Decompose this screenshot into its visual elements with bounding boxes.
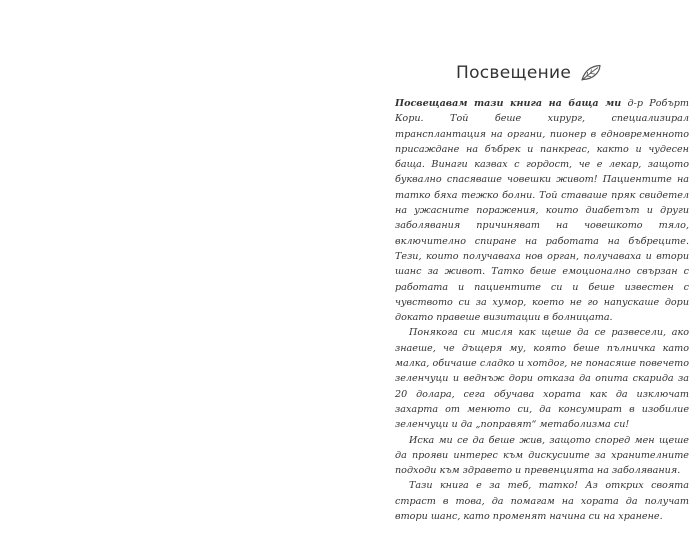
page-heading [456,63,602,83]
dedication-lead: Посвещавам тази книга на баща ми [395,98,622,109]
dedication-text [395,96,689,524]
paragraph-2: Понякога си мисля как щеше да се развесели, ако знаеше, че дъщеря му, която беше пълничка като малка, обичаше сладко и хотдог, не понасяше повечето зеленчуци и веднъж дори отказа да опита скарида за 20 долара, сега обучава хората как да изключат захарта от менюто си, да консумират в изобилие зеленчуци и да „поправят“ метаболизма си! [395,327,689,431]
paragraph-1-text: д-р Робърт Кори. Той беше хирург, специализирал трансплантация на органи, пионер в едновременното присаждане на бъбрек и панкреас, както и чудесен баща. Винаги казвах с гордост, че е лекар, защото буквално спасяваше човешки живот! Пациентите на татко бяха тежко болни. Той ставаше пряк свидетел на ужасните поражения, които диабетът и други заболявания причиняват на човешкото тяло, включително спиране на работата на бъбреците. Тези, които получаваха нов орган, получаваха и втори шанс за живот. Татко беше емоционално свързан с работата и пациентите си и беше известен с чувството си за хумор, което не го напускаше дори докато правеше визитации в болницата. [395,98,689,324]
paragraph-4: Тази книга е за теб, татко! Аз открих своята страст в това, да помагам на хората да получат втори шанс, като променят начина си на хранене. [395,480,689,523]
paragraph-1 [395,96,689,325]
page-title: Посвещение [456,63,572,83]
leaf-icon [580,64,602,82]
paragraph-3: Иска ми се да беше жив, защото според мен щеше да прояви интерес към дискусиите за хранителните подходи към здравето и превенцията на заболявания. [395,434,689,477]
